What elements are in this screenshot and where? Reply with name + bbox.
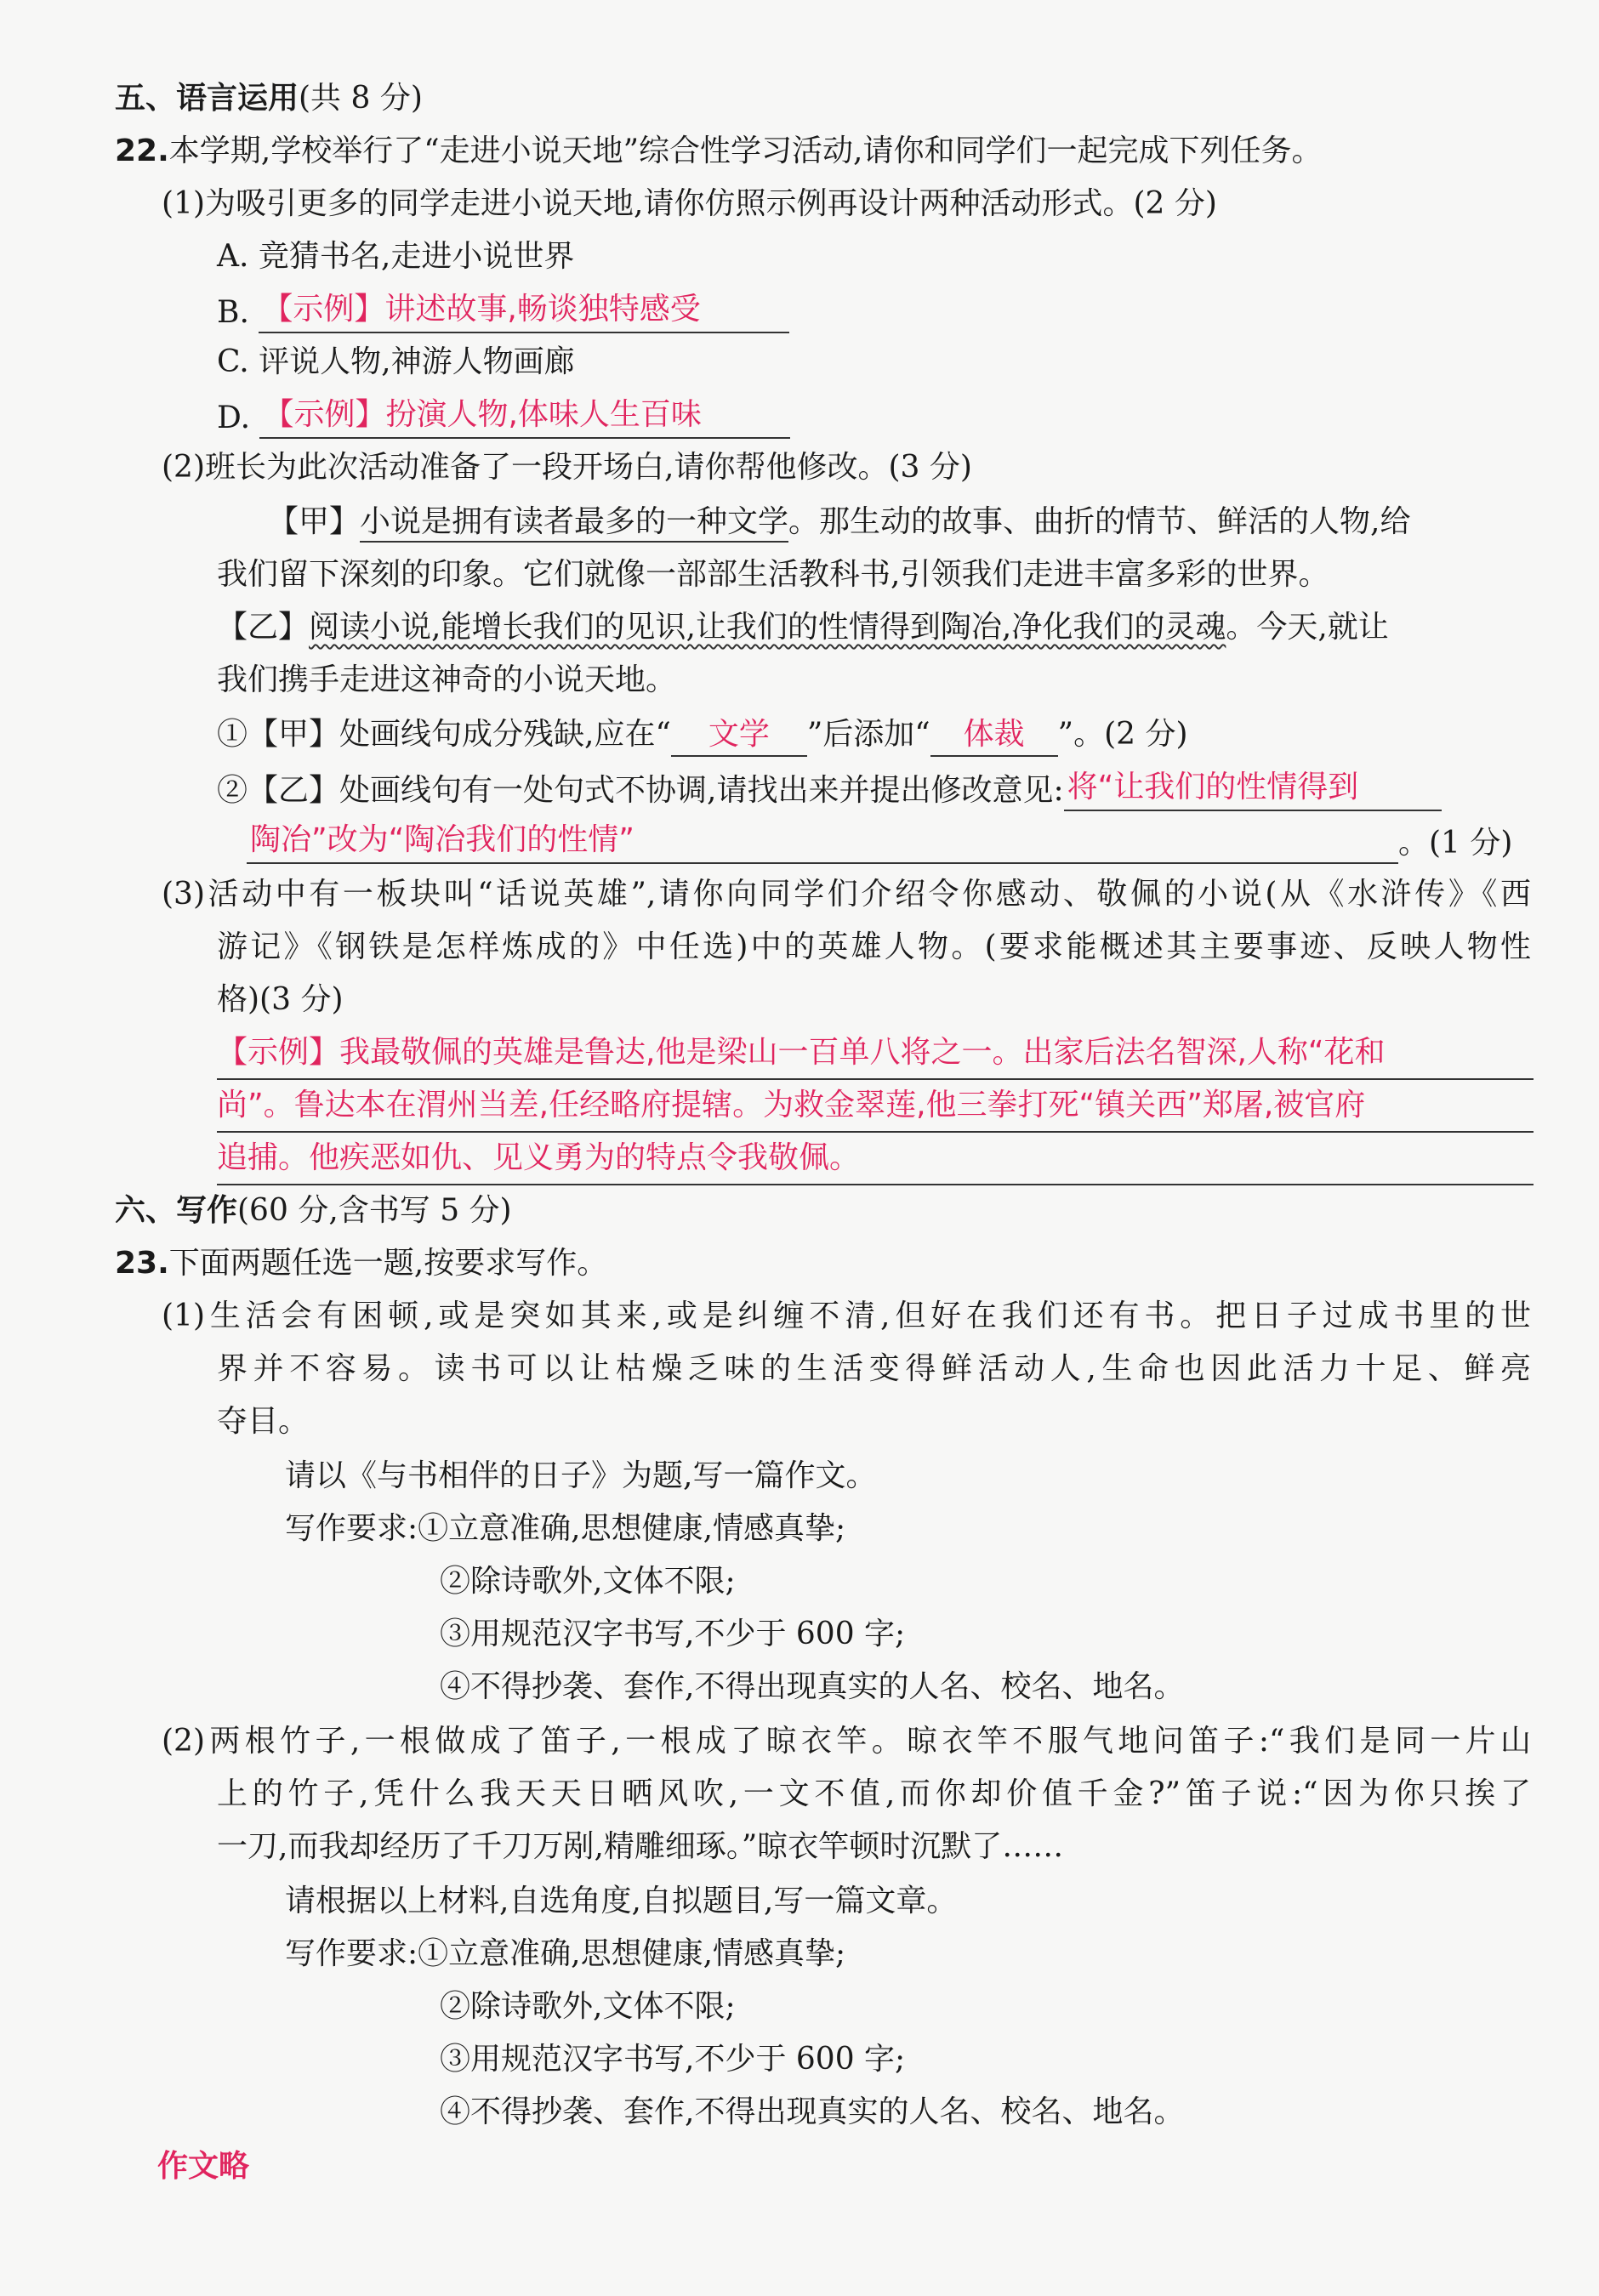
q22-number: 22. bbox=[115, 134, 169, 168]
sub1-prefix: ①【甲】处画线句成分残缺,应在“ bbox=[217, 717, 671, 752]
q22-3-answer-1: 【示例】我最敬佩的英雄是鲁达,他是梁山一百单八将之一。出家后法名智深,人称“花和 bbox=[217, 1035, 1386, 1070]
q23-1-req-1: 写作要求:①立意准确,思想健康,情感真挚; bbox=[285, 1511, 846, 1546]
sub2-suffix: 。(1 分) bbox=[1398, 826, 1513, 861]
q23-2-task: 请根据以上材料,自选角度,自拟题目,写一篇文章。 bbox=[285, 1884, 958, 1918]
yi-underlined-sentence: 阅读小说,能增长我们的见识,让我们的性情得到陶冶,净化我们的灵魂 bbox=[309, 610, 1226, 645]
q22-3-line-2: 游记》《钢铁是怎样炼成的》中任选)中的英雄人物。(要求能概述其主要事迹、反映人物性 bbox=[217, 929, 1531, 964]
q22-1-option-a: A. 竞猜书名,走进小说世界 bbox=[217, 239, 575, 274]
q23-2-line-1: (2)两根竹子,一根做成了笛子,一根成了晾衣竿。晾衣竿不服气地问笛子:“我们是同一片山 bbox=[162, 1724, 1531, 1759]
q23-2-line-2: 上的竹子,凭什么我天天日晒风吹,一文不值,而你却价值千金?”笛子说:“因为你只挨了 bbox=[217, 1776, 1531, 1811]
yi-rest: 。今天,就让 bbox=[1226, 610, 1389, 645]
q23-1-task: 请以《与书相伴的日子》为题,写一篇作文。 bbox=[285, 1458, 877, 1493]
q23-2-req-4: ④不得抄袭、套作,不得出现真实的人名、校名、地名。 bbox=[440, 2094, 1185, 2129]
q23-1-req-4: ④不得抄袭、套作,不得出现真实的人名、校名、地名。 bbox=[440, 1669, 1185, 1704]
essay-answer-note: 作文略 bbox=[157, 2149, 250, 2184]
sub2-answer-blank-2 bbox=[247, 820, 1398, 864]
option-b-answer-blank bbox=[259, 289, 789, 333]
sub1-middle: ”后添加“ bbox=[806, 717, 930, 752]
sub2-answer-part-1: 将“让我们的性情得到 bbox=[1067, 770, 1359, 804]
q23-1-line-1: (1)生活会有困顿,或是突如其来,或是纠缠不清,但好在我们还有书。把日子过成书里的世 bbox=[162, 1299, 1531, 1333]
sub1-blank-2 bbox=[930, 714, 1058, 757]
jia-rest: 。那生动的故事、曲折的情节、鲜活的人物,给 bbox=[788, 504, 1411, 539]
q22-3-line-1: (3)活动中有一板块叫“话说英雄”,请你向同学们介绍令你感动、敬佩的小说(从《水浒传》《西 bbox=[162, 877, 1531, 912]
q23-stem bbox=[115, 1243, 607, 1284]
q23-number: 23. bbox=[115, 1246, 169, 1281]
q23-stem-text: 下面两题任选一题,按要求写作。 bbox=[168, 1246, 608, 1281]
q22-2-sub2-cont bbox=[247, 820, 1512, 864]
q22-2-sub1 bbox=[217, 714, 1188, 757]
option-d-label: D. bbox=[217, 401, 251, 435]
passage-line-4: 我们携手走进这神奇的小说天地。 bbox=[217, 662, 677, 697]
answer-rule bbox=[217, 1078, 1534, 1080]
option-d-answer: 【示例】扮演人物,体味人生百味 bbox=[263, 397, 702, 432]
q22-3-answer-3: 追捕。他疾恶如仇、见义勇为的特点令我敬佩。 bbox=[217, 1140, 861, 1175]
answer-rule bbox=[217, 1184, 1534, 1185]
passage-line-1 bbox=[268, 502, 1410, 543]
passage-line-2: 我们留下深刻的印象。它们就像一部部生活教科书,引领我们走进丰富多彩的世界。 bbox=[217, 557, 1329, 592]
sub1-suffix: ”。(2 分) bbox=[1057, 717, 1188, 752]
q23-2-line-3: 一刀,而我却经历了千刀万剐,精雕细琢。”晾衣竿顿时沉默了…… bbox=[217, 1829, 1064, 1864]
q22-2-stem: (2)班长为此次活动准备了一段开场白,请你帮他修改。(3 分) bbox=[162, 450, 972, 485]
q22-1-option-d bbox=[217, 395, 790, 439]
q23-2-req-3: ③用规范汉字书写,不少于 600 字; bbox=[440, 2042, 906, 2077]
q23-1-req-2: ②除诗歌外,文体不限; bbox=[440, 1564, 736, 1599]
q22-3-answer-2: 尚”。鲁达本在渭州当差,任经略府提辖。为救金翠莲,他三拳打死“镇关西”郑屠,被官府 bbox=[217, 1088, 1366, 1122]
sub1-answer-1: 文学 bbox=[708, 717, 770, 752]
section-6-heading bbox=[115, 1191, 512, 1231]
q22-1-option-c: C. 评说人物,神游人物画廊 bbox=[217, 344, 575, 379]
jia-underlined-sentence: 小说是拥有读者最多的一种文学 bbox=[360, 504, 788, 543]
q23-1-line-2: 界并不容易。读书可以让枯燥乏味的生活变得鲜活动人,生命也因此活力十足、鲜亮 bbox=[217, 1351, 1531, 1386]
q23-2-req-1: 写作要求:①立意准确,思想健康,情感真挚; bbox=[285, 1936, 846, 1971]
section-5-title: 五、语言运用 bbox=[115, 81, 299, 116]
q23-2-req-2: ②除诗歌外,文体不限; bbox=[440, 1989, 736, 2024]
section-5-note: (共 8 分) bbox=[299, 81, 423, 116]
q22-2-sub2 bbox=[217, 767, 1442, 811]
sub1-blank-1 bbox=[671, 714, 807, 757]
option-b-label: B. bbox=[217, 295, 249, 330]
q22-stem bbox=[115, 131, 1322, 172]
option-b-answer: 【示例】讲述故事,畅谈独特感受 bbox=[262, 292, 701, 327]
section-6-note: (60 分,含书写 5 分) bbox=[237, 1193, 512, 1228]
q23-1-line-3: 夺目。 bbox=[217, 1404, 310, 1439]
sub2-answer-blank-1 bbox=[1064, 767, 1442, 811]
q22-3-line-3: 格)(3 分) bbox=[217, 982, 344, 1017]
option-d-answer-blank bbox=[259, 395, 790, 439]
yi-tag: 【乙】 bbox=[217, 610, 310, 645]
sub1-answer-2: 体裁 bbox=[963, 717, 1025, 752]
q22-stem-text: 本学期,学校举行了“走进小说天地”综合性学习活动,请你和同学们一起完成下列任务。 bbox=[168, 134, 1323, 168]
q23-1-req-3: ③用规范汉字书写,不少于 600 字; bbox=[440, 1617, 906, 1651]
jia-tag: 【甲】 bbox=[268, 504, 361, 539]
q22-1-stem: (1)为吸引更多的同学走进小说天地,请你仿照示例再设计两种活动形式。(2 分) bbox=[162, 186, 1217, 221]
sub2-prefix: ②【乙】处画线句有一处句式不协调,请找出来并提出修改意见: bbox=[217, 773, 1064, 808]
answer-rule bbox=[217, 1131, 1534, 1133]
q22-1-option-b bbox=[217, 289, 789, 333]
passage-line-3 bbox=[217, 607, 1389, 648]
sub2-answer-part-2: 陶冶”改为“陶冶我们的性情” bbox=[250, 822, 634, 857]
section-6-title: 六、写作 bbox=[115, 1193, 238, 1228]
section-5-heading bbox=[115, 78, 423, 119]
